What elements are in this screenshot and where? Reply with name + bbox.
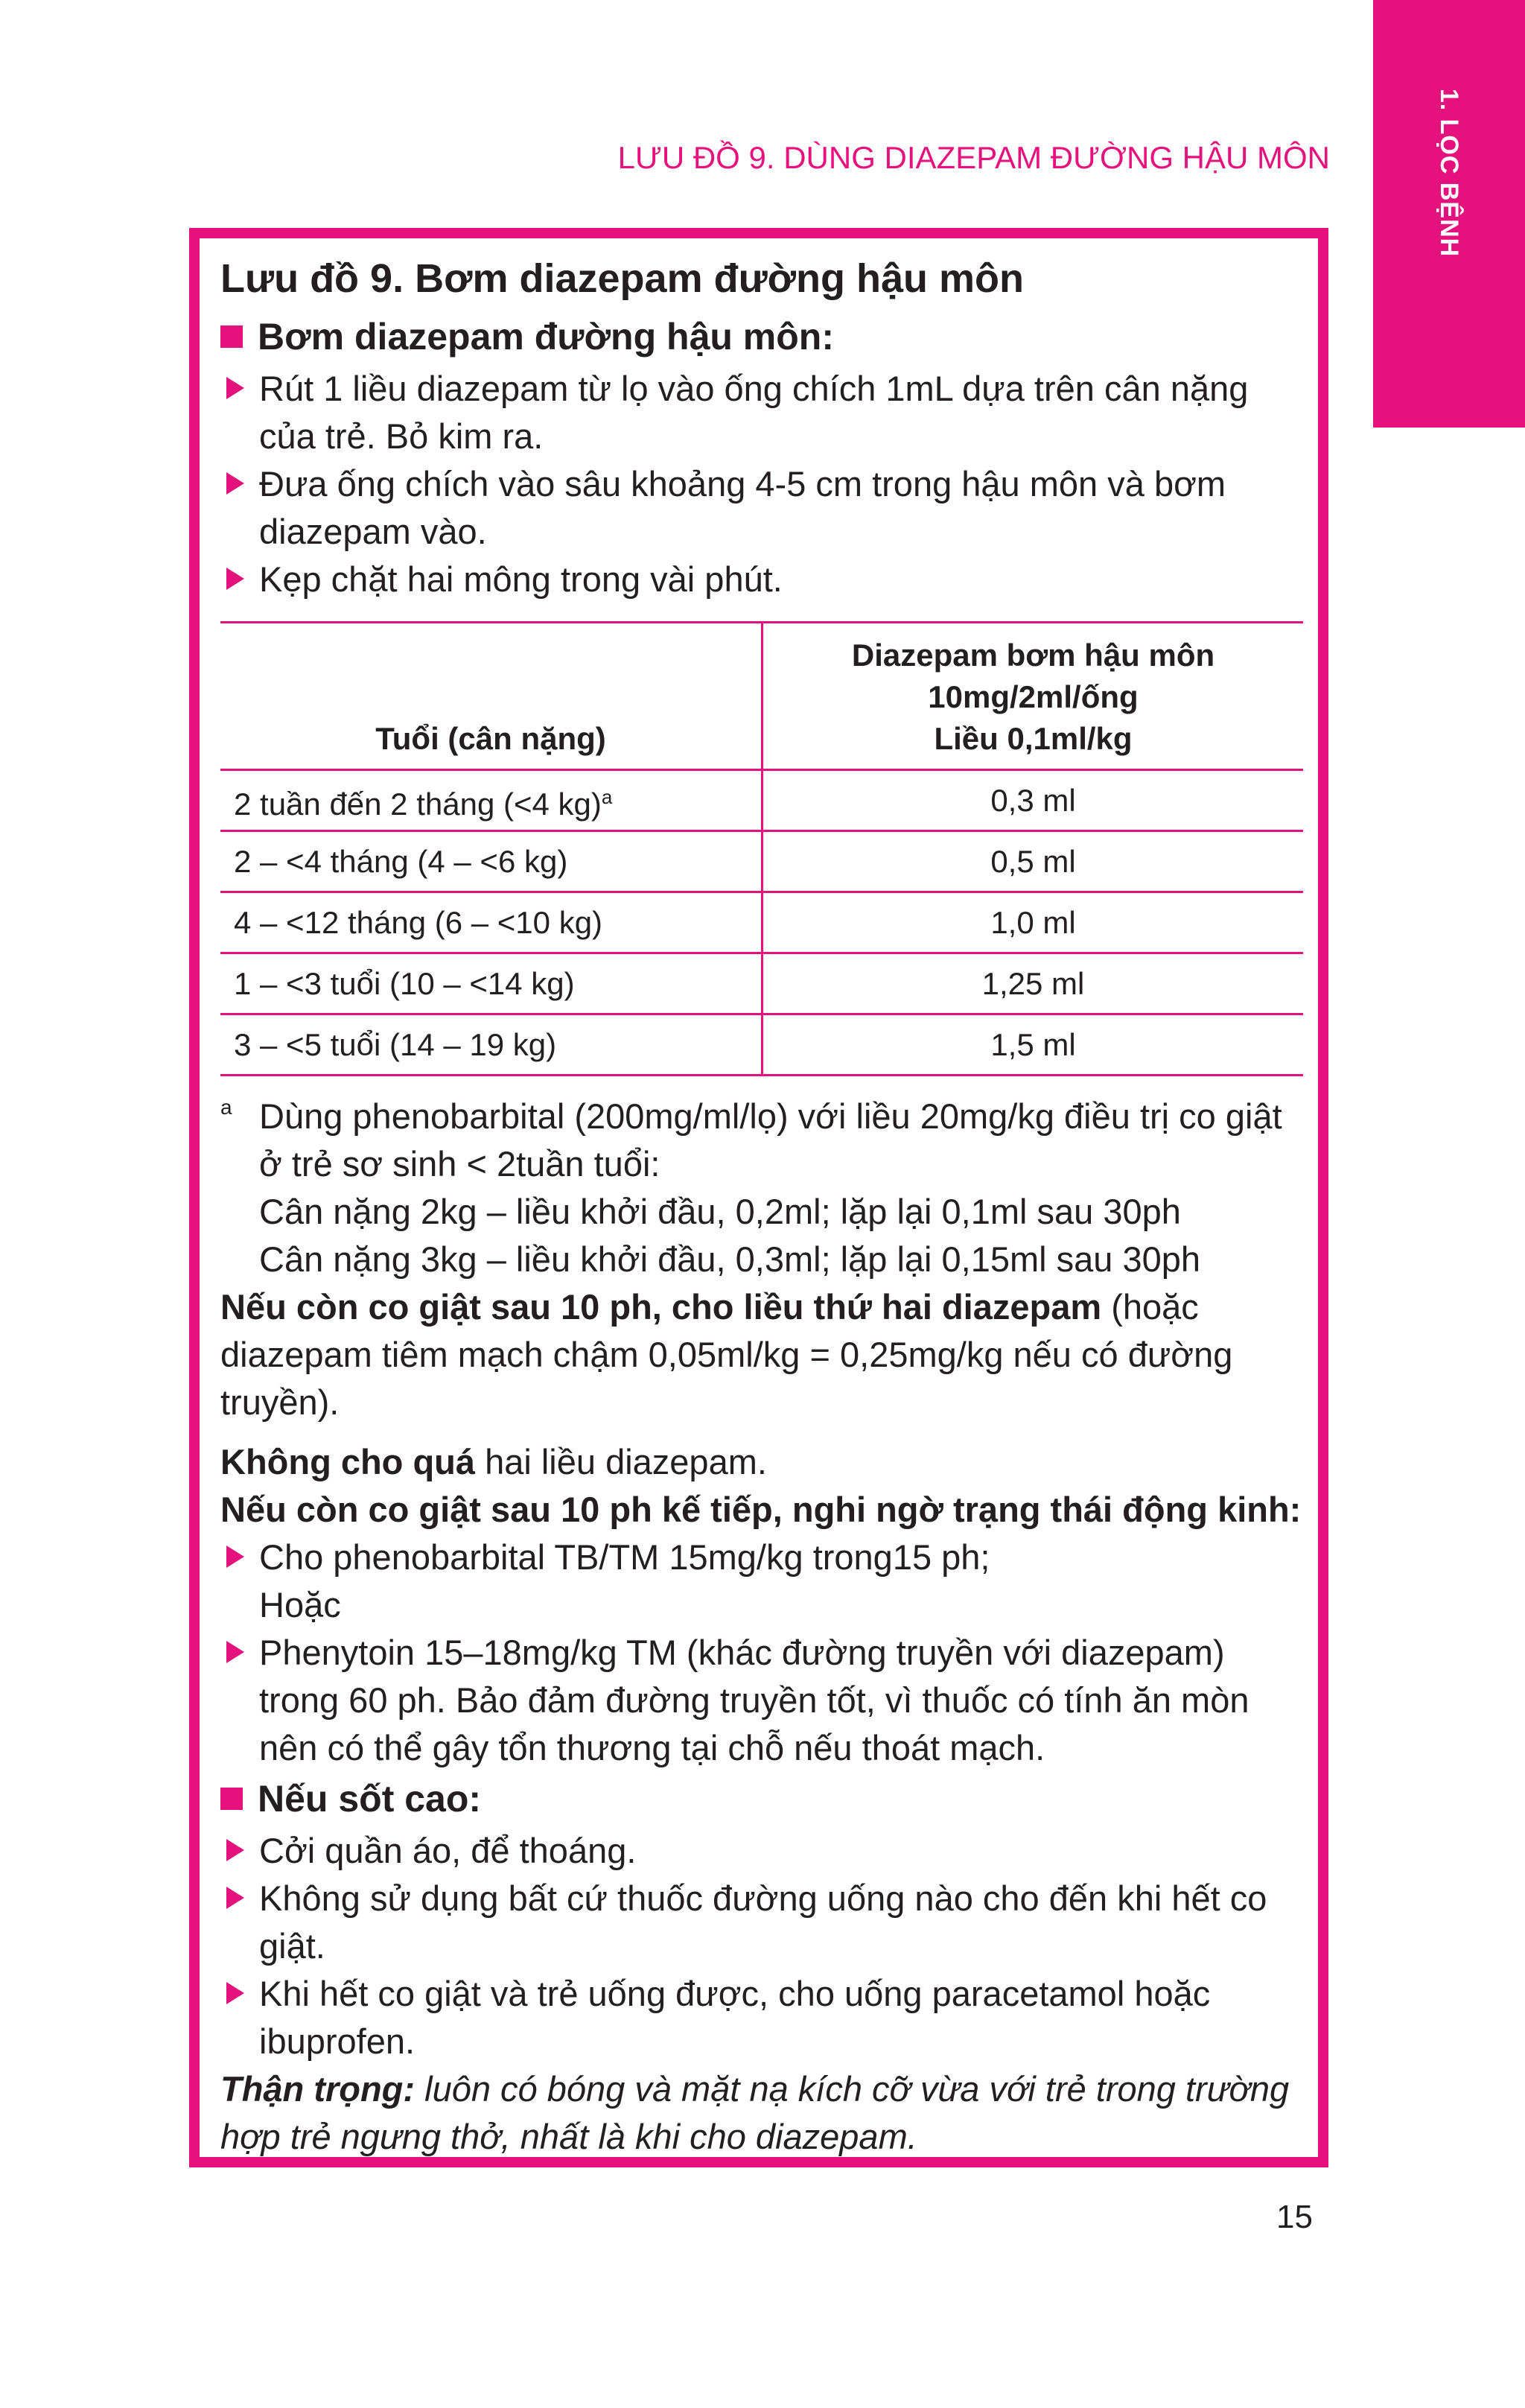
side-tab-label: 1. LỌC BỆNH bbox=[1435, 88, 1464, 258]
table-row bbox=[220, 892, 1303, 953]
triangle-bullet-icon bbox=[226, 472, 244, 495]
bullet-text: Cho phenobarbital TB/TM 15mg/kg trong15 ph; bbox=[259, 1537, 990, 1577]
dose-table bbox=[220, 621, 1303, 1076]
section-heading-fever bbox=[220, 1775, 1308, 1823]
bullet-text: Đưa ống chích vào sâu khoảng 4-5 cm trong hậu môn và bơm diazepam vào. bbox=[259, 464, 1226, 551]
footnote-mark: a bbox=[220, 1096, 232, 1119]
age-cell: 1 – <3 tuổi (10 – <14 kg) bbox=[220, 953, 762, 1014]
age-cell bbox=[220, 770, 762, 831]
bullet-text: Hoặc bbox=[259, 1585, 341, 1624]
header-dose-line: 10mg/2ml/ống bbox=[928, 679, 1139, 714]
bullet-item bbox=[220, 1875, 1308, 1970]
running-head: LƯU ĐỒ 9. DÙNG DIAZEPAM ĐƯỜNG HẬU MÔN bbox=[617, 140, 1330, 175]
triangle-bullet-icon bbox=[226, 1982, 244, 2004]
bullet-item bbox=[220, 556, 1308, 603]
triangle-bullet-icon bbox=[226, 1887, 244, 1909]
age-cell: 4 – <12 tháng (6 – <10 kg) bbox=[220, 892, 762, 953]
header-dose-line: Diazepam bơm hậu môn bbox=[851, 638, 1215, 673]
footnote-line: Cân nặng 3kg – liều khởi đầu, 0,3ml; lặp lại 0,15ml sau 30ph bbox=[259, 1239, 1201, 1279]
paragraph-status-epilepticus: Nếu còn co giật sau 10 ph kế tiếp, nghi ngờ trạng thái động kinh: bbox=[220, 1490, 1302, 1529]
caution-text: luôn có bóng và mặt nạ kích cỡ vừa với trẻ trong trường hợp trẻ ngưng thở, nhất là khi cho diazepam. bbox=[220, 2069, 1290, 2156]
paragraph-second-dose bbox=[220, 1283, 1308, 1426]
bullet-text: Rút 1 liều diazepam từ lọ vào ống chích 1mL dựa trên cân nặng của trẻ. Bỏ kim ra. bbox=[259, 369, 1249, 456]
dose-cell: 1,0 ml bbox=[762, 892, 1304, 953]
bullet-item bbox=[220, 1629, 1308, 1772]
triangle-bullet-icon bbox=[226, 1641, 244, 1663]
bullet-item bbox=[220, 1827, 1308, 1875]
body-text: hai liều diazepam. bbox=[475, 1442, 767, 1481]
bold-text: Nếu còn co giật sau 10 ph, cho liều thứ hai diazepam bbox=[220, 1287, 1102, 1327]
table-row bbox=[220, 831, 1303, 892]
bullet-text: Khi hết co giật và trẻ uống được, cho uống paracetamol hoặc ibuprofen. bbox=[259, 1974, 1211, 2061]
paragraph-max-dose bbox=[220, 1438, 1308, 1486]
dose-cell: 0,3 ml bbox=[762, 770, 1304, 831]
dose-cell: 0,5 ml bbox=[762, 831, 1304, 892]
box-title: Lưu đồ 9. Bơm diazepam đường hậu môn bbox=[220, 256, 1025, 301]
section-heading-text: Nếu sốt cao: bbox=[258, 1778, 482, 1820]
bullet-text: Cởi quần áo, để thoáng. bbox=[259, 1831, 637, 1870]
page-number: 15 bbox=[1276, 2199, 1313, 2235]
triangle-bullet-icon bbox=[226, 568, 244, 590]
age-cell: 3 – <5 tuổi (14 – 19 kg) bbox=[220, 1014, 762, 1076]
caution-label: Thận trọng: bbox=[220, 2069, 416, 2109]
bullet-item bbox=[220, 1970, 1308, 2065]
bold-text: Không cho quá bbox=[220, 1442, 476, 1481]
table-row bbox=[220, 770, 1303, 831]
header-age: Tuổi (cân nặng) bbox=[220, 623, 762, 770]
table-row bbox=[220, 953, 1303, 1014]
dose-cell: 1,25 ml bbox=[762, 953, 1304, 1014]
bullet-item bbox=[220, 1534, 1308, 1629]
triangle-bullet-icon bbox=[226, 1839, 244, 1861]
bullet-text: Phenytoin 15–18mg/kg TM (khác đường truyền với diazepam) trong 60 ph. Bảo đảm đường truyền tốt, vì thuốc có tính ăn mòn nên có thể gây tổn thương tại chỗ nếu thoát mạch. bbox=[259, 1633, 1249, 1767]
footnote bbox=[220, 1093, 1308, 1283]
footnote-line: Cân nặng 2kg – liều khởi đầu, 0,2ml; lặp lại 0,1ml sau 30ph bbox=[259, 1192, 1181, 1231]
bullet-item bbox=[220, 365, 1308, 460]
bullet-text: Không sử dụng bất cứ thuốc đường uống nào cho đến khi hết co giật. bbox=[259, 1878, 1267, 1966]
age-cell: 2 – <4 tháng (4 – <6 kg) bbox=[220, 831, 762, 892]
bullet-item bbox=[220, 460, 1308, 556]
table-row bbox=[220, 1014, 1303, 1076]
square-bullet-icon bbox=[220, 1788, 243, 1810]
header-dose-line: Liều 0,1ml/kg bbox=[934, 721, 1133, 756]
section-heading-text: Bơm diazepam đường hậu môn: bbox=[258, 316, 834, 358]
body-text: (hoặc diazepam tiêm mạch chậm 0,05ml/kg = 0,25mg/kg nếu có đường truyền). bbox=[220, 1287, 1233, 1422]
bullet-text: Kẹp chặt hai mông trong vài phút. bbox=[259, 559, 783, 599]
header-dose bbox=[762, 623, 1304, 770]
section-heading-rectal bbox=[220, 313, 1308, 360]
dose-cell: 1,5 ml bbox=[762, 1014, 1304, 1076]
caution-paragraph bbox=[220, 2065, 1308, 2161]
footnote-line: Dùng phenobarbital (200mg/ml/lọ) với liều 20mg/kg điều trị co giật ở trẻ sơ sinh < 2tuần tuổi: bbox=[259, 1096, 1282, 1184]
content bbox=[220, 250, 1308, 2161]
triangle-bullet-icon bbox=[226, 1545, 244, 1568]
triangle-bullet-icon bbox=[226, 377, 244, 399]
footnote-ref: a bbox=[601, 785, 613, 808]
age-text: 2 tuần đến 2 tháng (<4 kg) bbox=[234, 786, 602, 822]
square-bullet-icon bbox=[220, 325, 243, 348]
table-header-row bbox=[220, 623, 1303, 770]
